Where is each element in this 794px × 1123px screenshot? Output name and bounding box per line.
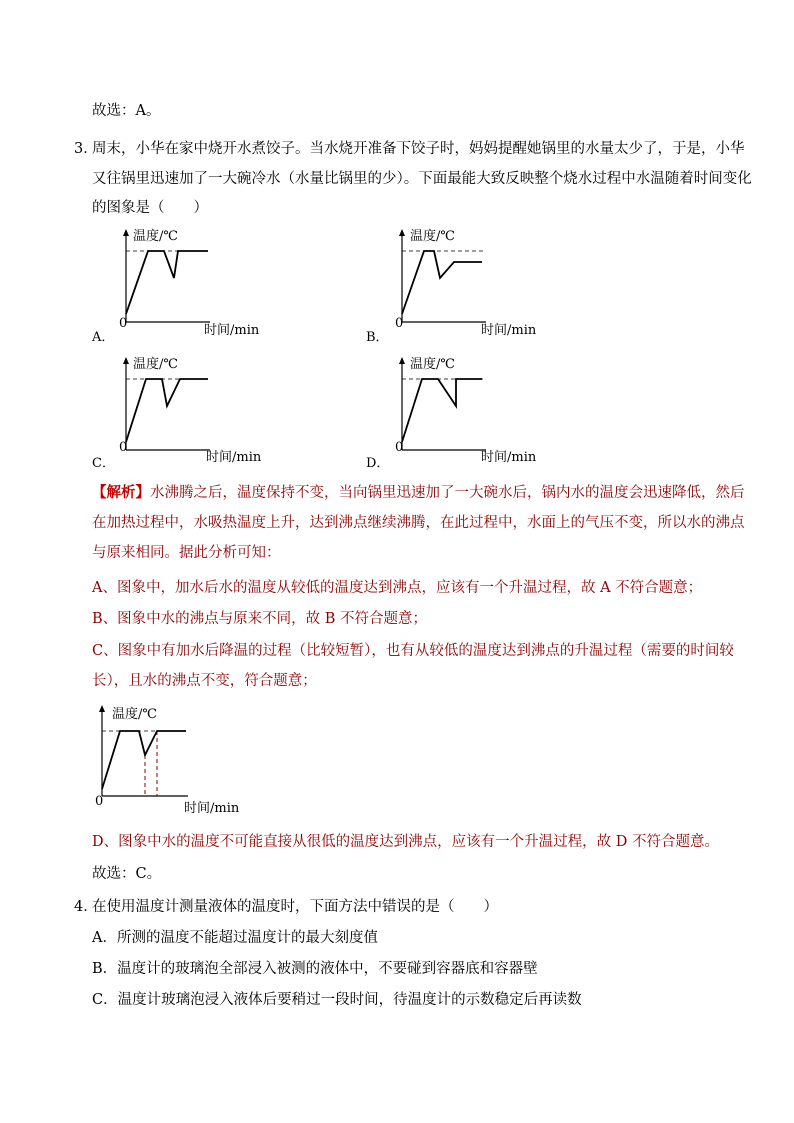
- explanation-xlabel: 时间/min: [184, 801, 240, 816]
- explanation-ylabel: 温度/℃: [112, 707, 157, 722]
- option-d-origin: 0: [395, 440, 404, 455]
- analysis-line-1: [92, 483, 745, 503]
- option-a-ylabel: 温度/℃: [133, 229, 178, 244]
- option-c-xlabel: 时间/min: [206, 450, 262, 465]
- q3-answer: 故选：C。: [92, 866, 162, 882]
- analysis-point-c-2: 长），且水的沸点不变，符合题意；: [92, 673, 317, 689]
- analysis-point-c-1: C、图象中有加水后降温的过程（比较短暂），也有从较低的温度达到沸点的升温过程（需要的时间较: [92, 643, 734, 659]
- q4-option-b: B．温度计的玻璃泡全部浸入被测的液体中，不要碰到容器底和容器壁: [92, 961, 538, 977]
- option-d-ylabel: 温度/℃: [410, 357, 455, 372]
- q3-stem-line-2: 又往锅里迅速加了一大碗冷水（水量比锅里的少）。下面最能大致反映整个烧水过程中水温随着时间变化: [92, 171, 752, 187]
- q2-answer: 故选：A。: [92, 103, 161, 119]
- analysis-point-b: B、图象中水的沸点与原来不同，故 B 不符合题意；: [92, 611, 428, 627]
- analysis-point-a: A、图象中，加水后水的温度从较低的温度达到沸点，应该有一个升温过程，故 A 不符合题意；: [92, 580, 703, 596]
- option-d-xlabel: 时间/min: [481, 450, 537, 465]
- option-b-xlabel: 时间/min: [481, 323, 537, 338]
- option-c-ylabel: 温度/℃: [133, 357, 178, 372]
- option-a-xlabel: 时间/min: [204, 323, 260, 338]
- q4-option-c: C．温度计玻璃泡浸入液体后要稍过一段时间，待温度计的示数稳定后再读数: [92, 992, 582, 1008]
- option-c-label: C．: [92, 456, 115, 471]
- option-b-label: B．: [366, 330, 389, 345]
- option-b-ylabel: 温度/℃: [410, 229, 455, 244]
- analysis-tag: 【解析】: [92, 484, 150, 501]
- option-a-origin: 0: [119, 316, 128, 331]
- analysis-line-3: 与原来相同。据此分析可知：: [92, 545, 281, 561]
- analysis-point-d: D、图象中水的温度不可能直接从很低的温度达到沸点，应该有一个升温过程，故 D 不符合题意。: [92, 834, 719, 850]
- option-a-label: A．: [92, 330, 115, 345]
- q3-number: 3．: [74, 141, 98, 157]
- q4-option-a: A．所测的温度不能超过温度计的最大刻度值: [92, 930, 378, 946]
- q4-stem: 在使用温度计测量液体的温度时，下面方法中错误的是（ ）: [92, 899, 498, 915]
- option-c-origin: 0: [119, 440, 128, 455]
- option-d-label: D．: [366, 456, 390, 471]
- q4-number: 4．: [74, 899, 98, 915]
- analysis-text-1: 水沸腾之后，温度保持不变，当向锅里迅速加了一大碗水后，锅内水的温度会迅速降低，然后: [150, 485, 745, 501]
- q3-stem-line-3: 的图象是（ ）: [92, 200, 208, 216]
- explanation-origin: 0: [95, 794, 104, 809]
- analysis-line-2: 在加热过程中，水吸热温度上升，达到沸点继续沸腾，在此过程中，水面上的气压不变，所以水的沸点: [92, 515, 745, 531]
- option-b-origin: 0: [395, 316, 404, 331]
- q3-stem-line-1: 周末，小华在家中烧开水煮饺子。当水烧开准备下饺子时，妈妈提醒她锅里的水量太少了，于是，小华: [92, 141, 745, 157]
